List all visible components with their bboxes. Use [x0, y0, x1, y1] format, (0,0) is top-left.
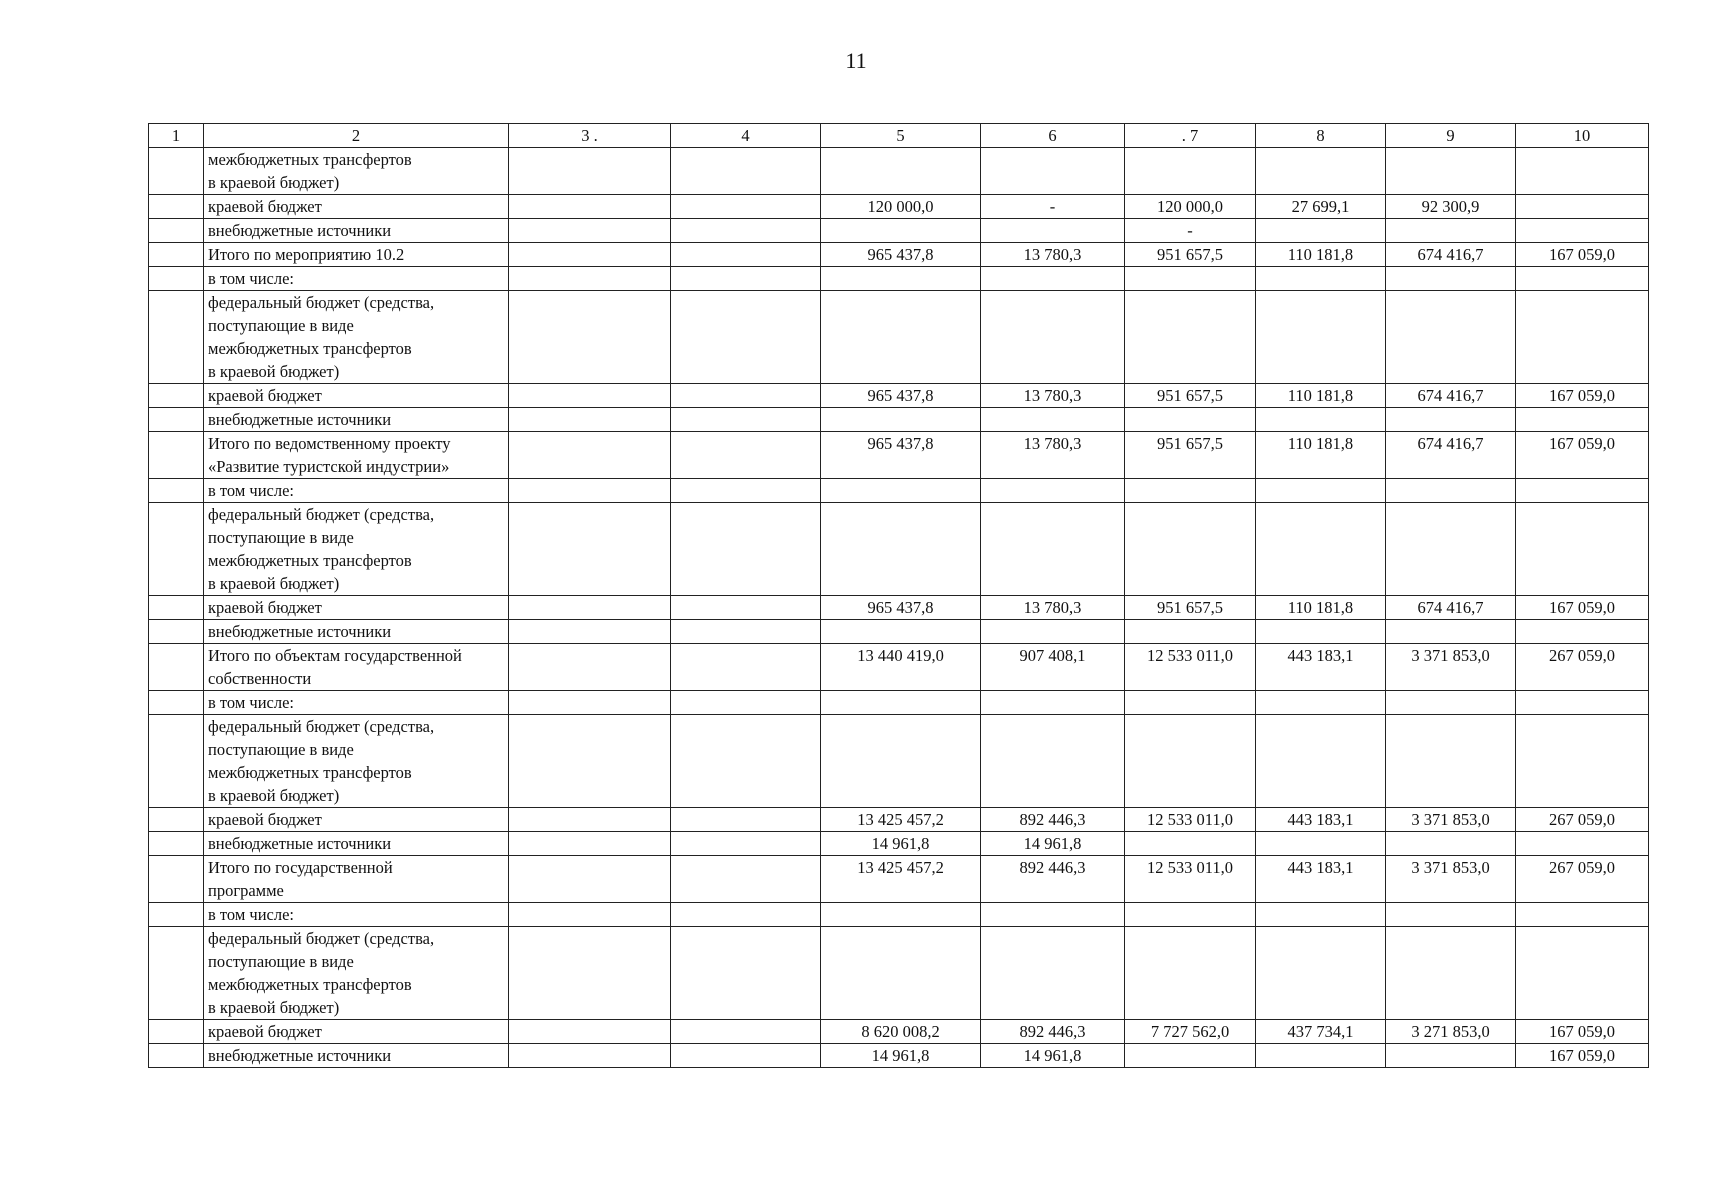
col-3-cell	[509, 620, 671, 644]
value-cell-col-6	[981, 903, 1125, 927]
row-number-cell	[149, 1044, 204, 1068]
value-cell-col-6	[981, 479, 1125, 503]
table-row	[149, 384, 1649, 408]
row-label: Итого по государственной программе	[204, 856, 509, 903]
value-cell-col-9	[1386, 832, 1516, 856]
value-cell-col-6	[981, 691, 1125, 715]
value-cell-col-9	[1386, 479, 1516, 503]
col-3-cell	[509, 195, 671, 219]
table-row	[149, 715, 1649, 808]
value-cell-col-7	[1125, 832, 1256, 856]
value-cell-col-6	[981, 503, 1125, 596]
table-row	[149, 856, 1649, 903]
value-cell-col-5	[821, 479, 981, 503]
row-label: Итого по мероприятию 10.2	[204, 243, 509, 267]
table-row	[149, 291, 1649, 384]
value-cell-col-5	[821, 620, 981, 644]
value-cell-col-8: 110 181,8	[1256, 596, 1386, 620]
value-cell-col-9	[1386, 408, 1516, 432]
table-row	[149, 808, 1649, 832]
value-cell-col-9	[1386, 715, 1516, 808]
table-row	[149, 479, 1649, 503]
value-cell-col-5: 13 425 457,2	[821, 808, 981, 832]
value-cell-col-7: 951 657,5	[1125, 596, 1256, 620]
col-3-cell	[509, 691, 671, 715]
table-row	[149, 644, 1649, 691]
value-cell-col-5	[821, 503, 981, 596]
row-label: внебюджетные источники	[204, 620, 509, 644]
page-number: 11	[845, 48, 867, 73]
value-cell-col-5: 14 961,8	[821, 1044, 981, 1068]
col-4-cell	[671, 1044, 821, 1068]
value-cell-col-10: 167 059,0	[1516, 1044, 1649, 1068]
table-row	[149, 219, 1649, 243]
row-number-cell	[149, 243, 204, 267]
col-3-cell	[509, 479, 671, 503]
value-cell-col-6	[981, 291, 1125, 384]
row-number-cell	[149, 620, 204, 644]
value-cell-col-9: 674 416,7	[1386, 432, 1516, 479]
col-3-cell	[509, 832, 671, 856]
value-cell-col-8	[1256, 715, 1386, 808]
col-4-cell	[671, 219, 821, 243]
value-cell-col-9	[1386, 267, 1516, 291]
col-4-cell	[671, 503, 821, 596]
value-cell-col-9: 3 371 853,0	[1386, 644, 1516, 691]
value-cell-col-6	[981, 408, 1125, 432]
value-cell-col-7	[1125, 691, 1256, 715]
col-3-cell	[509, 432, 671, 479]
value-cell-col-8	[1256, 927, 1386, 1020]
value-cell-col-10	[1516, 479, 1649, 503]
col-3-cell	[509, 903, 671, 927]
value-cell-col-8: 443 183,1	[1256, 644, 1386, 691]
column-header-2: 2	[204, 124, 509, 148]
col-3-cell	[509, 644, 671, 691]
value-cell-col-7: 951 657,5	[1125, 384, 1256, 408]
value-cell-col-10	[1516, 291, 1649, 384]
col-3-cell	[509, 291, 671, 384]
row-number-cell	[149, 596, 204, 620]
row-number-cell	[149, 927, 204, 1020]
value-cell-col-9	[1386, 503, 1516, 596]
row-number-cell	[149, 1020, 204, 1044]
row-number-cell	[149, 384, 204, 408]
value-cell-col-6	[981, 620, 1125, 644]
table-row	[149, 243, 1649, 267]
table-row	[149, 503, 1649, 596]
value-cell-col-8	[1256, 267, 1386, 291]
value-cell-col-10	[1516, 503, 1649, 596]
value-cell-col-6: -	[981, 195, 1125, 219]
table-row	[149, 691, 1649, 715]
col-3-cell	[509, 219, 671, 243]
col-4-cell	[671, 267, 821, 291]
value-cell-col-10	[1516, 832, 1649, 856]
value-cell-col-8	[1256, 479, 1386, 503]
table-body	[149, 148, 1649, 1068]
table-row	[149, 596, 1649, 620]
value-cell-col-9	[1386, 219, 1516, 243]
col-3-cell	[509, 1020, 671, 1044]
column-header-4: 4	[671, 124, 821, 148]
value-cell-col-8	[1256, 1044, 1386, 1068]
col-4-cell	[671, 291, 821, 384]
value-cell-col-9: 674 416,7	[1386, 243, 1516, 267]
row-label: в том числе:	[204, 479, 509, 503]
table-row	[149, 1044, 1649, 1068]
value-cell-col-5: 14 961,8	[821, 832, 981, 856]
value-cell-col-6: 892 446,3	[981, 856, 1125, 903]
row-label: в том числе:	[204, 903, 509, 927]
value-cell-col-10	[1516, 620, 1649, 644]
value-cell-col-8	[1256, 903, 1386, 927]
value-cell-col-8	[1256, 219, 1386, 243]
value-cell-col-9: 674 416,7	[1386, 596, 1516, 620]
value-cell-col-6	[981, 715, 1125, 808]
row-number-cell	[149, 219, 204, 243]
row-number-cell	[149, 479, 204, 503]
value-cell-col-8	[1256, 691, 1386, 715]
table-row	[149, 927, 1649, 1020]
value-cell-col-7	[1125, 267, 1256, 291]
row-number-cell	[149, 644, 204, 691]
value-cell-col-5	[821, 291, 981, 384]
row-label: внебюджетные источники	[204, 219, 509, 243]
table-header	[149, 124, 1649, 148]
col-4-cell	[671, 808, 821, 832]
row-label: межбюджетных трансфертов в краевой бюджет)	[204, 148, 509, 195]
col-3-cell	[509, 408, 671, 432]
col-3-cell	[509, 384, 671, 408]
budget-table	[148, 123, 1649, 1068]
value-cell-col-5: 965 437,8	[821, 243, 981, 267]
value-cell-col-10	[1516, 148, 1649, 195]
value-cell-col-5: 965 437,8	[821, 384, 981, 408]
value-cell-col-5	[821, 219, 981, 243]
value-cell-col-10	[1516, 408, 1649, 432]
value-cell-col-9: 3 271 853,0	[1386, 1020, 1516, 1044]
value-cell-col-9	[1386, 148, 1516, 195]
value-cell-col-5	[821, 903, 981, 927]
col-3-cell	[509, 808, 671, 832]
col-4-cell	[671, 644, 821, 691]
row-label: краевой бюджет	[204, 384, 509, 408]
value-cell-col-7: 951 657,5	[1125, 243, 1256, 267]
col-4-cell	[671, 384, 821, 408]
value-cell-col-10: 167 059,0	[1516, 596, 1649, 620]
column-header-1: 1	[149, 124, 204, 148]
row-label: федеральный бюджет (средства, поступающие в виде межбюджетных трансфертов в краевой бюджет)	[204, 715, 509, 808]
row-label: краевой бюджет	[204, 808, 509, 832]
value-cell-col-5: 120 000,0	[821, 195, 981, 219]
value-cell-col-5: 13 425 457,2	[821, 856, 981, 903]
row-number-cell	[149, 148, 204, 195]
value-cell-col-7: 951 657,5	[1125, 432, 1256, 479]
value-cell-col-8	[1256, 832, 1386, 856]
column-header-9: 9	[1386, 124, 1516, 148]
value-cell-col-5	[821, 148, 981, 195]
value-cell-col-7	[1125, 927, 1256, 1020]
value-cell-col-6: 13 780,3	[981, 243, 1125, 267]
value-cell-col-10	[1516, 691, 1649, 715]
col-4-cell	[671, 596, 821, 620]
row-label: в том числе:	[204, 267, 509, 291]
row-label: Итого по ведомственному проекту «Развитие туристской индустрии»	[204, 432, 509, 479]
table-row	[149, 1020, 1649, 1044]
value-cell-col-5: 965 437,8	[821, 432, 981, 479]
row-label: краевой бюджет	[204, 596, 509, 620]
row-number-cell	[149, 856, 204, 903]
row-number-cell	[149, 832, 204, 856]
value-cell-col-6	[981, 267, 1125, 291]
value-cell-col-10: 167 059,0	[1516, 1020, 1649, 1044]
value-cell-col-6: 892 446,3	[981, 808, 1125, 832]
value-cell-col-9	[1386, 291, 1516, 384]
row-number-cell	[149, 432, 204, 479]
column-header-10: 10	[1516, 124, 1649, 148]
value-cell-col-9: 3 371 853,0	[1386, 856, 1516, 903]
value-cell-col-10: 167 059,0	[1516, 384, 1649, 408]
column-header-5: 5	[821, 124, 981, 148]
col-4-cell	[671, 715, 821, 808]
row-label: федеральный бюджет (средства, поступающие в виде межбюджетных трансфертов в краевой бюджет)	[204, 503, 509, 596]
row-number-cell	[149, 715, 204, 808]
table-row	[149, 432, 1649, 479]
col-4-cell	[671, 832, 821, 856]
value-cell-col-9	[1386, 691, 1516, 715]
value-cell-col-7	[1125, 620, 1256, 644]
table-row	[149, 832, 1649, 856]
column-header-7: . 7	[1125, 124, 1256, 148]
table-row	[149, 148, 1649, 195]
row-label: федеральный бюджет (средства, поступающие в виде межбюджетных трансфертов в краевой бюджет)	[204, 927, 509, 1020]
col-3-cell	[509, 1044, 671, 1068]
value-cell-col-6: 13 780,3	[981, 596, 1125, 620]
value-cell-col-7	[1125, 291, 1256, 384]
value-cell-col-5	[821, 267, 981, 291]
value-cell-col-5	[821, 927, 981, 1020]
row-number-cell	[149, 195, 204, 219]
col-4-cell	[671, 1020, 821, 1044]
value-cell-col-8: 110 181,8	[1256, 384, 1386, 408]
value-cell-col-7: 12 533 011,0	[1125, 856, 1256, 903]
row-number-cell	[149, 408, 204, 432]
value-cell-col-8	[1256, 408, 1386, 432]
value-cell-col-9	[1386, 927, 1516, 1020]
value-cell-col-5: 8 620 008,2	[821, 1020, 981, 1044]
row-number-cell	[149, 691, 204, 715]
col-4-cell	[671, 691, 821, 715]
value-cell-col-7	[1125, 408, 1256, 432]
col-3-cell	[509, 267, 671, 291]
value-cell-col-10: 167 059,0	[1516, 432, 1649, 479]
row-number-cell	[149, 903, 204, 927]
table-row	[149, 267, 1649, 291]
col-4-cell	[671, 148, 821, 195]
col-4-cell	[671, 903, 821, 927]
value-cell-col-5: 13 440 419,0	[821, 644, 981, 691]
row-label: краевой бюджет	[204, 195, 509, 219]
value-cell-col-6: 14 961,8	[981, 1044, 1125, 1068]
col-4-cell	[671, 243, 821, 267]
value-cell-col-6	[981, 927, 1125, 1020]
value-cell-col-7	[1125, 479, 1256, 503]
value-cell-col-10	[1516, 927, 1649, 1020]
col-4-cell	[671, 195, 821, 219]
table-row	[149, 408, 1649, 432]
row-number-cell	[149, 267, 204, 291]
value-cell-col-7	[1125, 503, 1256, 596]
value-cell-col-8	[1256, 620, 1386, 644]
header-row	[149, 124, 1649, 148]
value-cell-col-10	[1516, 715, 1649, 808]
col-3-cell	[509, 856, 671, 903]
row-number-cell	[149, 291, 204, 384]
value-cell-col-9: 92 300,9	[1386, 195, 1516, 219]
value-cell-col-6	[981, 148, 1125, 195]
value-cell-col-7	[1125, 148, 1256, 195]
value-cell-col-8: 110 181,8	[1256, 432, 1386, 479]
col-3-cell	[509, 715, 671, 808]
value-cell-col-6: 13 780,3	[981, 432, 1125, 479]
col-3-cell	[509, 596, 671, 620]
row-label: внебюджетные источники	[204, 1044, 509, 1068]
table-row	[149, 903, 1649, 927]
row-label: внебюджетные источники	[204, 408, 509, 432]
value-cell-col-8: 27 699,1	[1256, 195, 1386, 219]
value-cell-col-10	[1516, 195, 1649, 219]
value-cell-col-5: 965 437,8	[821, 596, 981, 620]
row-label: Итого по объектам государственной собственности	[204, 644, 509, 691]
col-4-cell	[671, 927, 821, 1020]
value-cell-col-7: 120 000,0	[1125, 195, 1256, 219]
value-cell-col-5	[821, 408, 981, 432]
value-cell-col-9	[1386, 903, 1516, 927]
value-cell-col-9: 674 416,7	[1386, 384, 1516, 408]
value-cell-col-6: 907 408,1	[981, 644, 1125, 691]
value-cell-col-6: 13 780,3	[981, 384, 1125, 408]
col-4-cell	[671, 408, 821, 432]
value-cell-col-10: 267 059,0	[1516, 808, 1649, 832]
value-cell-col-5	[821, 715, 981, 808]
value-cell-col-10: 267 059,0	[1516, 644, 1649, 691]
table-row	[149, 620, 1649, 644]
col-4-cell	[671, 620, 821, 644]
value-cell-col-10	[1516, 903, 1649, 927]
col-4-cell	[671, 479, 821, 503]
row-number-cell	[149, 503, 204, 596]
value-cell-col-8: 110 181,8	[1256, 243, 1386, 267]
row-number-cell	[149, 808, 204, 832]
value-cell-col-8	[1256, 148, 1386, 195]
value-cell-col-9	[1386, 1044, 1516, 1068]
value-cell-col-6: 14 961,8	[981, 832, 1125, 856]
column-header-8: 8	[1256, 124, 1386, 148]
row-label: федеральный бюджет (средства, поступающие в виде межбюджетных трансфертов в краевой бюджет)	[204, 291, 509, 384]
value-cell-col-8: 437 734,1	[1256, 1020, 1386, 1044]
value-cell-col-10	[1516, 219, 1649, 243]
value-cell-col-8	[1256, 503, 1386, 596]
col-3-cell	[509, 243, 671, 267]
col-3-cell	[509, 503, 671, 596]
col-4-cell	[671, 856, 821, 903]
value-cell-col-9: 3 371 853,0	[1386, 808, 1516, 832]
column-header-3: 3 .	[509, 124, 671, 148]
value-cell-col-8: 443 183,1	[1256, 856, 1386, 903]
value-cell-col-7	[1125, 1044, 1256, 1068]
value-cell-col-9	[1386, 620, 1516, 644]
column-header-6: 6	[981, 124, 1125, 148]
value-cell-col-6: 892 446,3	[981, 1020, 1125, 1044]
value-cell-col-10	[1516, 267, 1649, 291]
value-cell-col-7: 12 533 011,0	[1125, 644, 1256, 691]
col-3-cell	[509, 148, 671, 195]
value-cell-col-7: -	[1125, 219, 1256, 243]
value-cell-col-8	[1256, 291, 1386, 384]
value-cell-col-7: 7 727 562,0	[1125, 1020, 1256, 1044]
value-cell-col-8: 443 183,1	[1256, 808, 1386, 832]
value-cell-col-6	[981, 219, 1125, 243]
col-4-cell	[671, 432, 821, 479]
value-cell-col-10: 267 059,0	[1516, 856, 1649, 903]
table-row	[149, 195, 1649, 219]
value-cell-col-7	[1125, 715, 1256, 808]
row-label: внебюджетные источники	[204, 832, 509, 856]
value-cell-col-7: 12 533 011,0	[1125, 808, 1256, 832]
col-3-cell	[509, 927, 671, 1020]
row-label: краевой бюджет	[204, 1020, 509, 1044]
row-label: в том числе:	[204, 691, 509, 715]
value-cell-col-7	[1125, 903, 1256, 927]
value-cell-col-10: 167 059,0	[1516, 243, 1649, 267]
value-cell-col-5	[821, 691, 981, 715]
